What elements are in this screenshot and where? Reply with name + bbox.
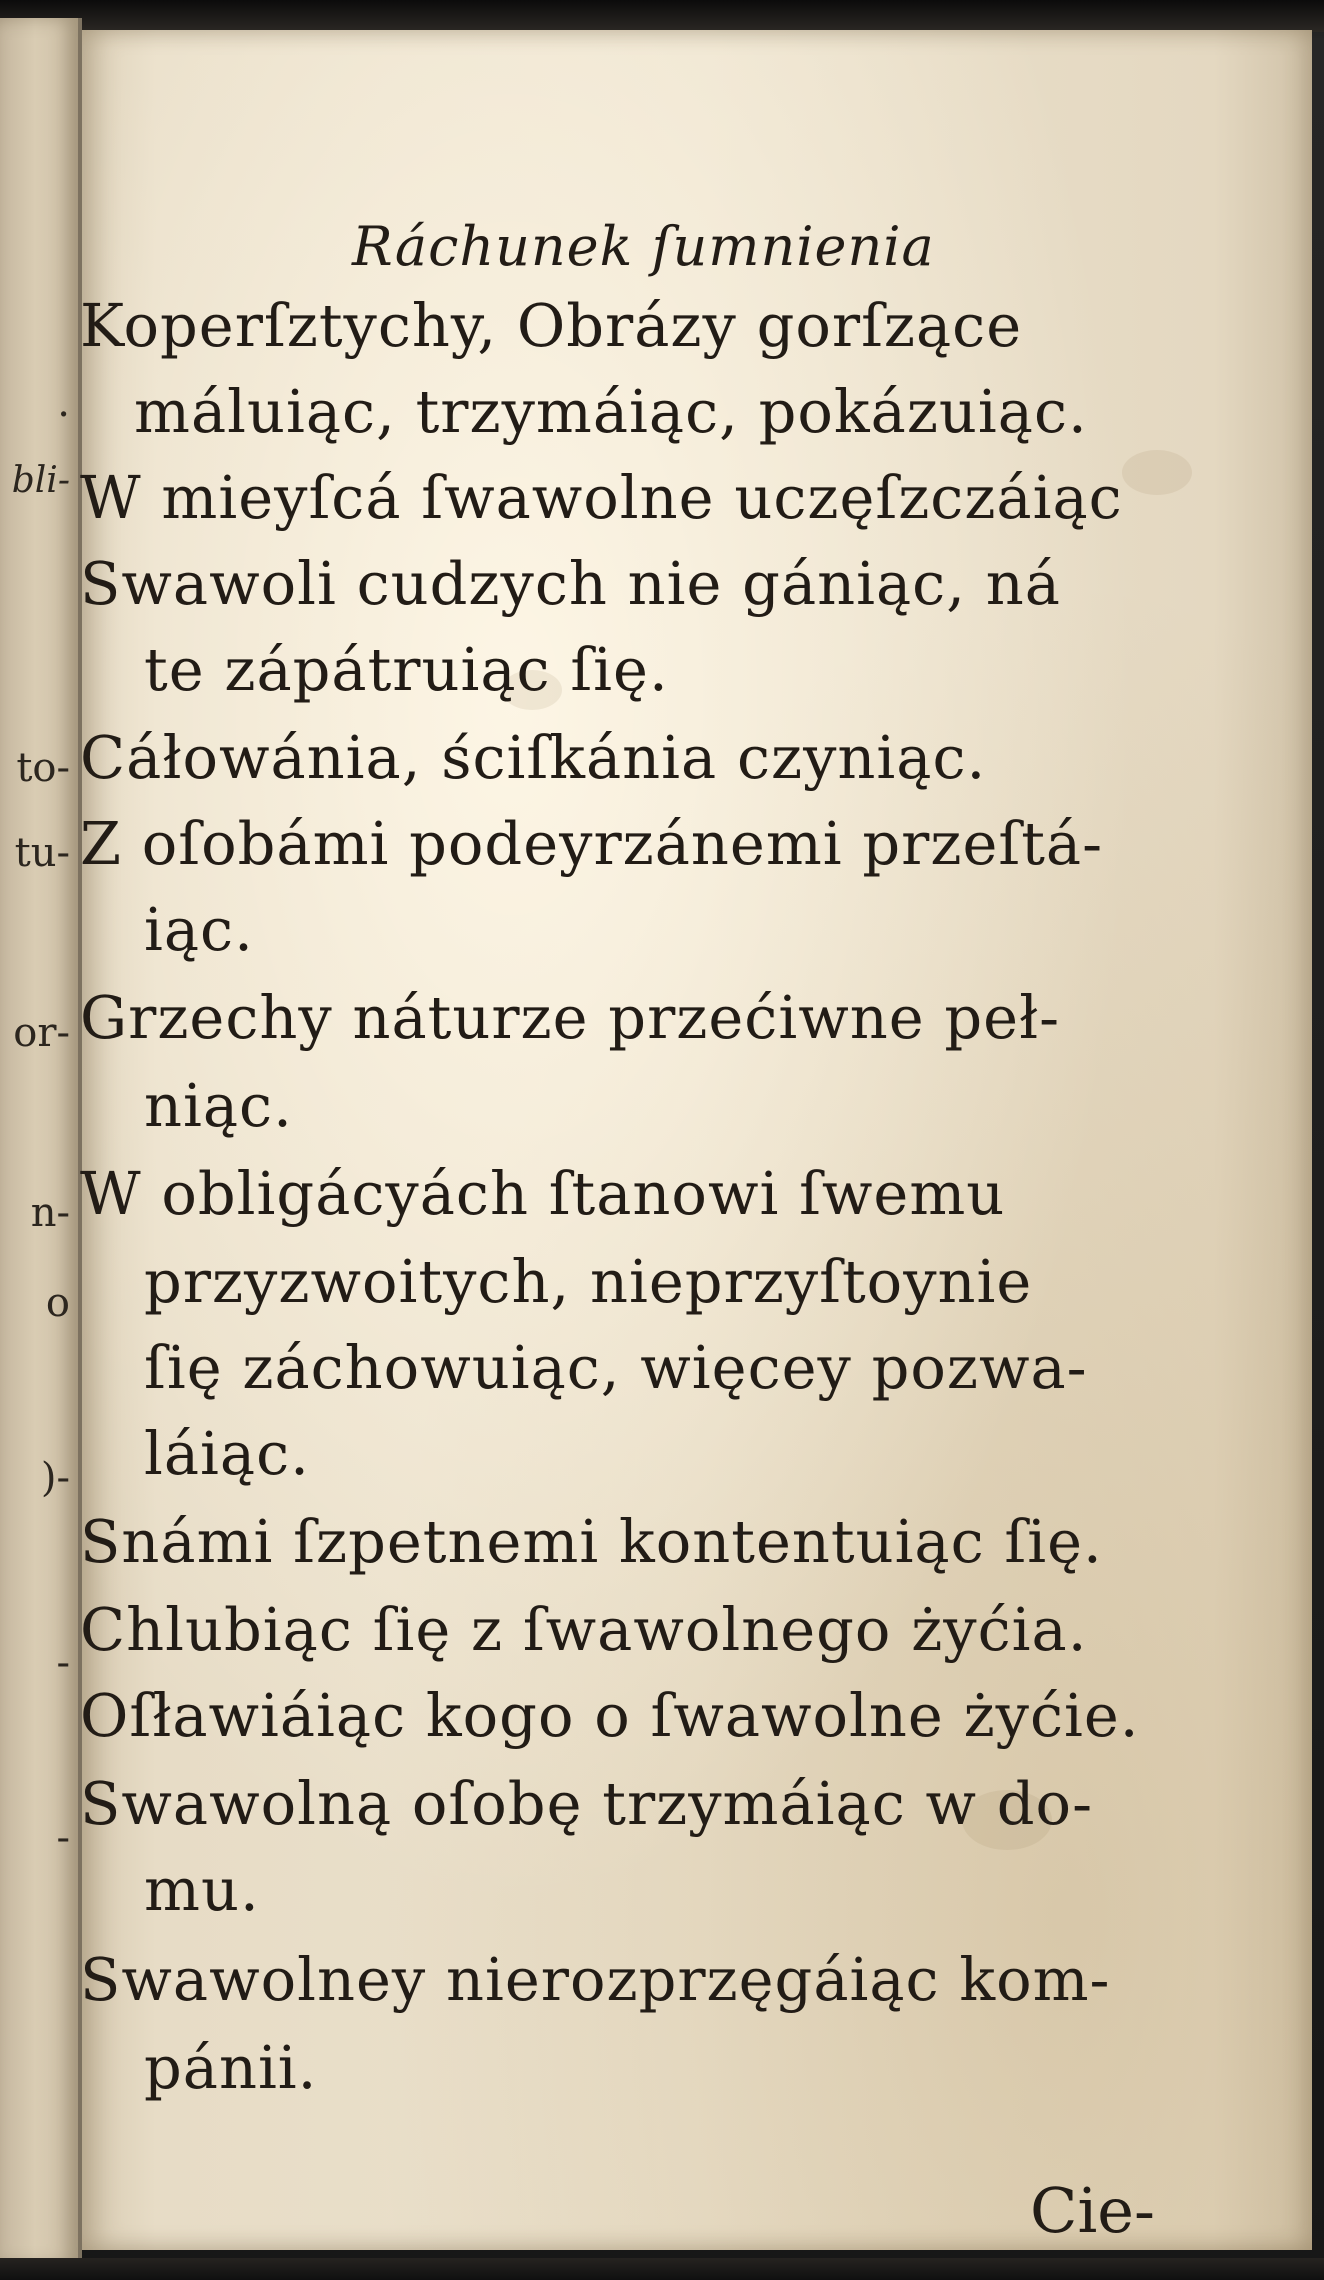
text-line: niąc. (144, 1071, 293, 1140)
text-line: máluiąc, trzymáiąc, pokázuiąc. (134, 377, 1088, 446)
text-line: Swawoli cudzych nie gániąc, ná (80, 549, 1061, 618)
facing-page-edge (0, 18, 82, 2266)
text-line: iąc. (144, 895, 254, 964)
margin-fragment: o (45, 1280, 70, 1326)
text-line: ſię záchowuiąc, więcey pozwa- (144, 1333, 1088, 1402)
running-head: Ráchunek ſumnienia (352, 215, 935, 278)
margin-fragment: or- (13, 1010, 70, 1056)
text-line: láiąc. (144, 1419, 310, 1488)
text-line: Swawolney nierozprzęgáiąc kom- (80, 1945, 1111, 2014)
margin-fragment: - (56, 1815, 70, 1861)
margin-fragment: tu- (14, 830, 70, 876)
margin-fragment: . (57, 380, 70, 426)
text-line: pánii. (144, 2033, 318, 2102)
book-page (82, 30, 1312, 2250)
text-line: W mieyſcá ſwawolne uczęſzczáiąc (80, 463, 1123, 532)
text-line: Swawolną oſobę trzymáiąc w do- (80, 1769, 1094, 1838)
text-line: te zápátruiąc ſię. (144, 635, 669, 704)
margin-fragment: - (56, 1640, 70, 1686)
text-line: Cáłowánia, ściſkánia czyniąc. (80, 723, 987, 792)
text-line: Chlubiąc ſię z ſwawolnego żyćia. (80, 1595, 1088, 1664)
text-line: mu. (144, 1855, 260, 1924)
text-line: Koperſztychy, Obrázy gorſzące (80, 291, 1023, 360)
text-line: Oſławiáiąc kogo o ſwawolne żyćie. (80, 1681, 1140, 1750)
catchword: Cie- (1030, 2174, 1155, 2247)
margin-fragment: )- (40, 1455, 70, 1501)
scan-bottom-edge (0, 2258, 1324, 2280)
text-line: Snámi ſzpetnemi kontentuiąc ſię. (80, 1507, 1103, 1576)
text-line: W obligácyách ſtanowi ſwemu (80, 1159, 1006, 1228)
scan-top-edge (0, 0, 1324, 32)
margin-fragment: n- (30, 1190, 70, 1236)
text-line: Grzechy náturze przećiwne peł- (80, 983, 1061, 1052)
text-line: przyzwoitych, nieprzyſtoynie (144, 1247, 1033, 1316)
text-line: Z oſobámi podeyrzánemi przeſtá- (80, 809, 1104, 878)
paper-stain (1122, 450, 1192, 495)
margin-fragment: bli- (11, 460, 70, 501)
margin-fragment: to- (16, 745, 70, 791)
